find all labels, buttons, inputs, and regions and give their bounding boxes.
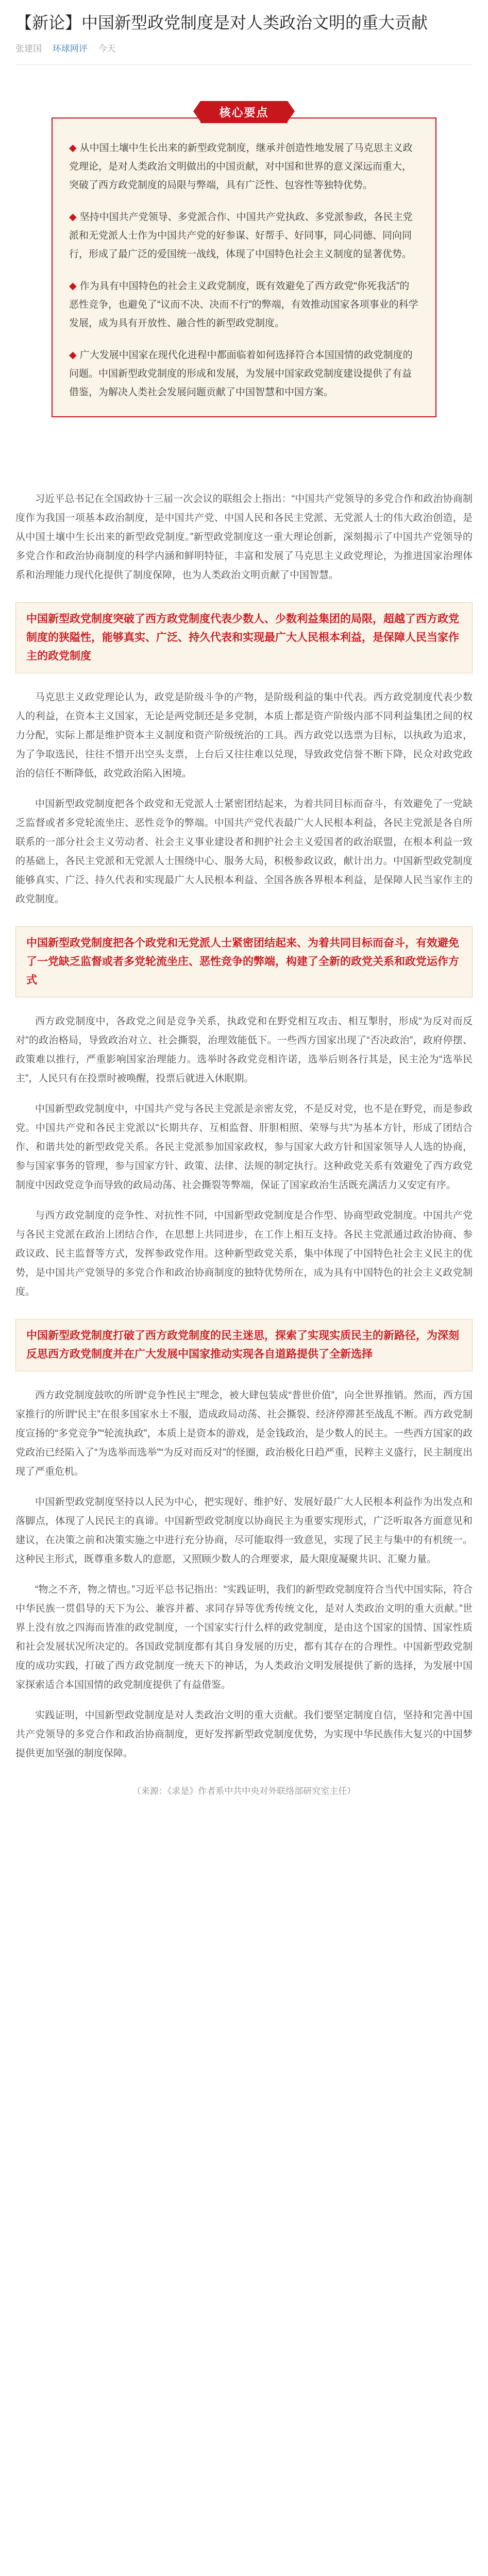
core-point: ◆ 从中国土壤中生长出来的新型政党制度，继承并创造性地发展了马克思主义政党理论，是对人类政治文明做出的中国贡献，对中国和世界的意义深远而重大，突破了西方政党制度的局限与弊端，具有广泛性、包容性等独特优势。	[69, 143, 413, 191]
body-paragraph: 实践证明，中国新型政党制度是对人类政治文明的重大贡献。我们要坚定制度自信，坚持和完善中国共产党领导的多党合作和政治协商制度，更好发挥新型政党制度优势，为实现中华民族伟大复兴的中国梦提供更加坚强的制度保障。	[15, 1710, 473, 1759]
article-time: 今天	[98, 44, 116, 54]
section-heading: 中国新型政党制度把各个政党和无党派人士紧密团结起来、为着共同目标而奋斗，有效避免了一党缺乏监督或者多党轮流坐庄、恶性竞争的弊端，构建了全新的政党关系和政党运作方式	[26, 937, 459, 986]
section-heading-box	[15, 602, 473, 673]
bullet-icon: ◆	[69, 212, 77, 223]
core-points-header	[15, 101, 473, 122]
body-paragraph: “物之不齐，物之情也。”习近平总书记指出：“实践证明，我们的新型政党制度符合当代中国实际，符合中华民族一贯倡导的天下为公、兼容并蓄、求同存异等优秀传统文化，是对人类政治文明的重大贡献。”世界上没有放之四海而皆准的政党制度，一个国家实行什么样的政党制度，是由这个国家的国情、国家性质和社会发展状况所决定的。各国政党制度都有其自身发展的历史，都有其存在的合理性。中国新型政党制度的成功实践，打破了西方政党制度一统天下的神话，为人类政治文明发展提供了新的选择，为发展中国家探索适合本国国情的政党制度提供了有益借鉴。	[15, 1584, 473, 1690]
article-source-link[interactable]: 环球网评	[52, 44, 88, 54]
article-author: 张建国	[15, 44, 42, 54]
core-point: ◆ 广大发展中国家在现代化进程中都面临着如何选择符合本国国情的政党制度的问题。中国新型政党制度的形成和发展，为发展中国家政党制度建设提供了有益借鉴，为解决人类社会发展问题贡献了中国智慧和中国方案。	[69, 350, 413, 398]
body-paragraph: 与西方政党制度的竞争性、对抗性不同，中国新型政党制度是合作型、协商型政党制度。中国共产党与各民主党派在政治上团结合作，在思想上共同进步，在工作上相互支持。各民主党派通过政治协商、参政议政、民主监督等方式，发挥参政党作用。这种新型政党关系，集中体现了中国特色社会主义民主的优势，是中国共产党领导的多党合作和政治协商制度的独特优势所在，成为具有中国特色的社会主义政党制度。	[15, 1210, 473, 1297]
body-paragraph: 中国新型政党制度坚持以人民为中心，把实现好、维护好、发展好最广大人民根本利益作为出发点和落脚点，体现了人民民主的真谛。中国新型政党制度以协商民主为重要实现形式，广泛听取各方面意见和建议，在决策之前和决策实施之中进行充分协商，尽可能取得一致意见，实现了民主与集中的有机统一。这种民主形式，既尊重多数人的意愿，又照顾少数人的合理要求，最大限度凝聚共识、汇聚力量。	[15, 1497, 473, 1565]
core-points-heading: 核心要点	[200, 101, 287, 123]
bullet-icon: ◆	[69, 350, 77, 361]
bullet-icon: ◆	[69, 281, 77, 292]
title-divider	[15, 64, 473, 65]
body-paragraph: 马克思主义政党理论认为，政党是阶级斗争的产物，是阶级利益的集中代表。西方政党制度代表少数人的利益，在资本主义国家，无论是两党制还是多党制，本质上都是资产阶级内部不同利益集团之间的权力分配，实际上都是维护资本主义制度和资产阶级统治的工具。西方政党以选票为目标，以执政为追求，为了争取选民，往往不惜开出空头支票，上台后又往往难以兑现，导致政党信誉不断下降，民众对政党政治的信任不断降低，政党政治陷入困境。	[15, 692, 473, 779]
article-footer-source: （来源：《求是》作者系中共中央对外联络部研究室主任）	[132, 1786, 356, 1796]
core-points-box	[52, 117, 436, 417]
body-paragraph: 习近平总书记在全国政协十三届一次会议的联组会上指出：“中国共产党领导的多党合作和政治协商制度作为我国一项基本政治制度，是中国共产党、中国人民和各民主党派、无党派人士的伟大政治创造，是从中国土壤中生长出来的新型政党制度。”新型政党制度这一重大理论创新，深刻揭示了中国共产党领导的多党合作和政治协商制度的科学内涵和鲜明特征，丰富和发展了马克思主义政党理论，为推进国家治理体系和治理能力现代化提供了制度保障，也为人类政治文明贡献了中国智慧。	[15, 494, 473, 581]
article-title: 【新论】中国新型政党制度是对人类政治文明的重大贡献	[15, 13, 428, 32]
article-meta	[15, 41, 473, 54]
section-heading: 中国新型政党制度突破了西方政党制度代表少数人、少数利益集团的局限，超越了西方政党制度的狭隘性，能够真实、广泛、持久代表和实现最广大人民根本利益，是保障人民当家作主的政党制度	[26, 613, 459, 662]
body-paragraph: 中国新型政党制度中，中国共产党与各民主党派是亲密友党，不是反对党，也不是在野党，而是参政党。中国共产党和各民主党派以“长期共存、互相监督、肝胆相照、荣辱与共”为基本方针，形成了团结合作、和谐共处的新型政党关系。各民主党派参加国家政权，参与国家大政方针和国家领导人人选的协商，参与国家事务的管理，参与国家方针、政策、法律、法规的制定执行。这种政党关系有效避免了西方政党制度中因政党竞争而导致的政局动荡、社会撕裂等弊端，保证了国家政治生活既充满活力又安定有序。	[15, 1104, 473, 1191]
core-point: ◆ 坚持中国共产党领导、多党派合作、中国共产党执政、多党派参政，各民主党派和无党派人士作为中国共产党的好参谋、好帮手、好同事，同心同德、同向同行，形成了最广泛的爱国统一战线，体现了中国特色社会主义制度的显著优势。	[69, 212, 413, 260]
section-heading-box	[15, 926, 473, 997]
body-paragraph: 西方政党制度鼓吹的所谓“竞争性民主”理念，被大肆包装成“普世价值”，向全世界推销。然而，西方国家推行的所谓“民主”在很多国家水土不服，造成政局动荡、社会撕裂、经济停滞甚至战乱不断。西方政党制度宣扬的“多党竞争”“轮流执政”，本质上是资本的游戏，是金钱政治，是少数人的民主。一些西方国家的政党政治已经陷入了“为选举而选举”“为反对而反对”的怪圈，政治极化日趋严重，民粹主义盛行，民主制度出现了严重危机。	[15, 1390, 473, 1477]
section-heading-box	[15, 1319, 473, 1371]
body-paragraph: 西方政党制度中，各政党之间是竞争关系，执政党和在野党相互攻击、相互掣肘，形成“为反对而反对”的政治格局，导致政治对立、社会撕裂，治理效能低下。一些西方国家出现了“否决政治”，政府停摆、政策难以推行，严重影响国家治理能力。选举时各政党竞相许诺，选举后则各行其是，民主沦为“选举民主”，人民只有在投票时被唤醒，投票后就进入休眠期。	[15, 1016, 473, 1084]
section-heading: 中国新型政党制度打破了西方政党制度的民主迷思，探索了实现实质民主的新路径，为深刻反思西方政党制度并在广大发展中国家推动实现各自道路提供了全新选择	[26, 1330, 459, 1360]
body-paragraph: 中国新型政党制度把各个政党和无党派人士紧密团结起来，为着共同目标而奋斗，有效避免了一党缺乏监督或者多党轮流坐庄、恶性竞争的弊端。中国共产党代表最广大人民根本利益，各民主党派是各自所联系的一部分社会主义劳动者、社会主义事业建设者和拥护社会主义爱国者的政治联盟，在根本利益一致的基础上，各民主党派和无党派人士围绕中心、服务大局，积极参政议政，献计出力。中国新型政党制度能够真实、广泛、持久代表和实现最广大人民根本利益、全国各族各界根本利益，是保障人民当家作主的政党制度。	[15, 799, 473, 905]
bullet-icon: ◆	[69, 143, 77, 154]
core-point: ◆ 作为具有中国特色的社会主义政党制度，既有效避免了西方政党“你死我活”的恶性竞争，也避免了“议而不决、决而不行”的弊端，有效推动国家各项事业的科学发展，成为具有开放性、融合性的新型政党制度。	[69, 281, 418, 329]
